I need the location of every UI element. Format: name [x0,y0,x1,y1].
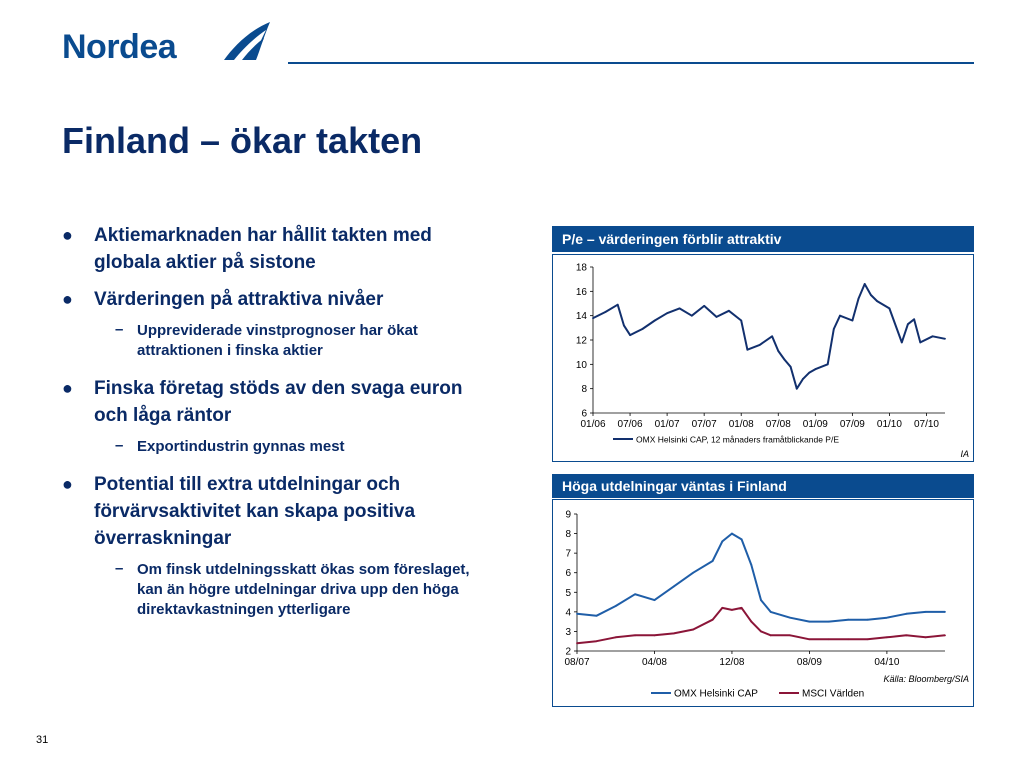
data-point [617,304,619,306]
data-point [851,320,853,322]
x-tick-label: 04/08 [641,657,667,668]
div-panel-box [552,499,974,707]
data-point [784,359,786,361]
data-point [604,311,606,313]
y-tick-label: 7 [565,548,571,560]
sub-bullet-4-1 [62,560,492,620]
data-point [692,572,694,574]
sub-bullet-3-1 [62,437,492,457]
y-tick-label: 9 [565,509,571,521]
x-tick-label: 04/10 [874,657,900,668]
bullet-dot: ● [62,474,73,494]
x-tick-label: 08/09 [796,657,822,668]
y-tick-label: 6 [581,408,587,420]
data-point [777,350,779,352]
data-point [944,338,946,340]
x-tick-label: 12/08 [719,657,745,668]
sub-bullet-4-1-text: Om finsk utdelningsskatt ökas som föreslaget, kan än högre utdelningar driva upp den höga direktavkastningen ytterligare [137,561,470,618]
data-point [808,372,810,374]
bullet-1-text: Aktiemarknaden har hållit takten med globala aktier på sistone [94,225,432,273]
div-panel-title: Höga utdelningar väntas i Finland [552,474,974,498]
data-point [944,634,946,636]
x-tick-label: 07/09 [839,419,865,430]
data-point [731,533,733,535]
data-point [870,294,872,296]
bullet-dot: ● [62,225,73,245]
bullet-dot: ● [62,378,73,398]
data-point [901,342,903,344]
bullet-1 [62,222,492,276]
y-tick-label: 2 [565,646,571,658]
data-point [828,621,830,623]
data-point [750,564,752,566]
data-point [746,349,748,351]
data-point [828,638,830,640]
data-point [827,363,829,365]
data-point [802,378,804,380]
data-point [771,335,773,337]
data-point [847,638,849,640]
data-point [629,334,631,336]
data-point [750,621,752,623]
bullet-3 [62,375,492,429]
x-tick-label: 01/08 [728,419,754,430]
data-point [814,368,816,370]
data-point [760,599,762,601]
slide-title: Finland – ökar takten [62,120,423,161]
data-point [809,621,811,623]
header-rule [288,62,974,64]
pe-panel-title: P/e – värderingen förblir attraktiv [552,226,974,252]
data-point [919,342,921,344]
legend-label-1: OMX Helsinki CAP, 12 månaders framåtblickande P/E [636,434,839,445]
y-tick-label: 8 [565,529,571,541]
data-point [692,629,694,631]
series-line-2 [577,608,945,643]
data-point [790,366,792,368]
data-point [905,613,907,615]
data-point [615,636,617,638]
pe-chart [553,255,973,461]
series-line-1 [593,284,945,389]
data-point [889,307,891,309]
data-point [673,632,675,634]
y-tick-label: 5 [565,587,571,599]
sub-bullet-dash: – [115,560,124,577]
data-point [809,638,811,640]
legend-label-1: OMX Helsinki CAP [674,688,758,700]
data-point [595,640,597,642]
data-point [716,316,718,318]
sub-bullet-2-1-text: Uppreviderade vinstprognoser har ökat attraktionen i finska aktier [137,322,418,359]
data-point [867,638,869,640]
data-point [876,300,878,302]
page-number: 31 [36,734,49,746]
data-point [721,607,723,609]
bullet-2-text: Värderingen på attraktiva nivåer [94,289,384,310]
data-point [770,611,772,613]
data-point [679,307,681,309]
data-point [654,320,656,322]
bullet-4 [62,471,492,552]
legend-label-2: MSCI Världen [802,688,865,700]
div-source: Källa: Bloomberg/SIA [883,674,969,684]
data-point [925,611,927,613]
x-tick-label: 08/07 [564,657,590,668]
data-point [932,335,934,337]
data-point [576,613,578,615]
data-point [654,599,656,601]
data-point [858,298,860,300]
data-point [712,560,714,562]
data-point [634,593,636,595]
x-tick-label: 01/10 [876,419,902,430]
y-tick-label: 16 [575,286,587,298]
series-line-1 [577,534,945,622]
bullet-3-text: Finska företag stöds av den svaga euron och låga räntor [94,378,463,426]
data-point [592,317,594,319]
y-tick-label: 6 [565,568,571,580]
data-point [703,305,705,307]
data-point [634,634,636,636]
x-tick-label: 01/09 [802,419,828,430]
data-point [839,315,841,317]
data-point [867,619,869,621]
data-point [864,283,866,285]
pe-panel-box [552,254,974,462]
x-tick-label: 07/08 [765,419,791,430]
data-point [666,312,668,314]
logo-wordmark: Nordea [62,28,177,66]
data-point [721,541,723,543]
x-tick-label: 07/10 [913,419,939,430]
data-point [905,634,907,636]
data-point [847,619,849,621]
data-point [654,634,656,636]
x-tick-label: 01/07 [654,419,680,430]
sub-bullet-dash: – [115,321,124,338]
sail-icon [220,20,272,64]
sub-bullet-3-1-text: Exportindustrin gynnas mest [137,438,345,455]
data-point [741,607,743,609]
data-point [595,615,597,617]
data-point [789,617,791,619]
data-point [740,320,742,322]
y-tick-label: 4 [565,607,571,619]
data-point [576,642,578,644]
sub-bullet-2-1 [62,321,492,361]
x-tick-label: 07/07 [691,419,717,430]
sub-bullet-dash: – [115,437,124,454]
data-point [886,617,888,619]
y-tick-label: 12 [575,335,587,347]
data-point [741,539,743,541]
y-tick-label: 18 [575,262,587,274]
data-point [728,310,730,312]
data-point [907,323,909,325]
y-tick-label: 10 [575,359,587,371]
data-point [789,634,791,636]
data-point [712,619,714,621]
x-tick-label: 07/06 [617,419,643,430]
x-tick-label: 01/06 [580,419,606,430]
data-point [796,388,798,390]
data-point [760,631,762,633]
data-point [615,605,617,607]
data-point [833,328,835,330]
pe-source-fragment: IA [960,449,969,459]
y-tick-label: 3 [565,626,571,638]
data-point [691,315,693,317]
y-tick-label: 14 [575,311,587,323]
data-point [673,586,675,588]
y-tick-label: 8 [581,384,587,396]
data-point [759,344,761,346]
bullet-2 [62,286,492,313]
bullet-dot: ● [62,289,73,309]
data-point [913,318,915,320]
nordea-logo [62,20,272,70]
data-point [642,328,644,330]
data-point [623,325,625,327]
bullet-4-text: Potential till extra utdelningar och förvärvsaktivitet kan skapa positiva överraskningar [94,474,416,549]
data-point [731,609,733,611]
data-point [770,634,772,636]
data-point [886,636,888,638]
bullet-list [62,222,492,634]
data-point [944,611,946,613]
data-point [925,636,927,638]
